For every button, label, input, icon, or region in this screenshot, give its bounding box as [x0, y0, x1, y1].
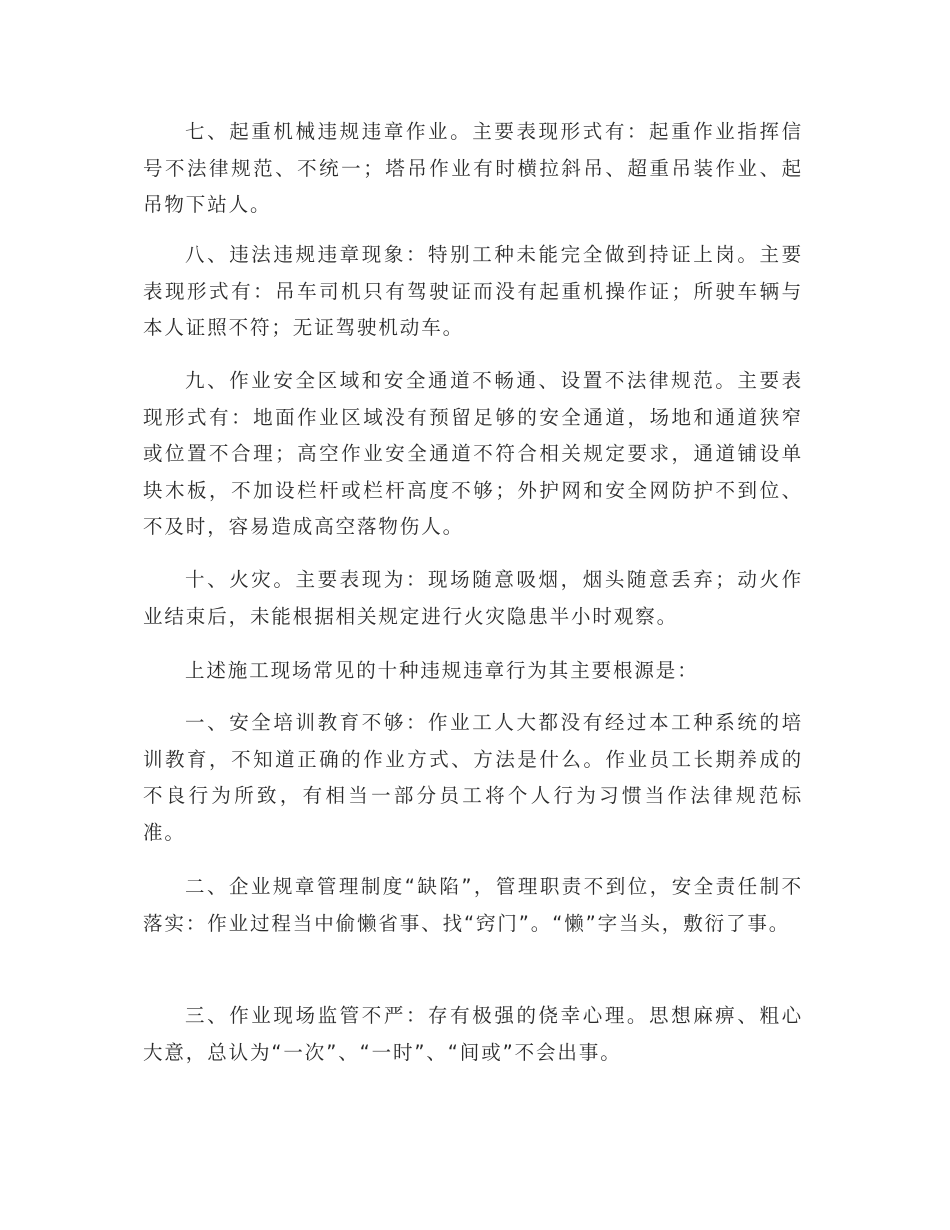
- paragraph-ten-fire: 十、火灾。主要表现为：现场随意吸烟，烟头随意丢弃；动火作业结束后，未能根据相关规定进行火灾隐患半小时观察。: [143, 568, 803, 628]
- paragraph-cause-two-management: 二、企业规章管理制度“缺陷”，管理职责不到位，安全责任制不落实：作业过程当中偷懒省事、找“窍门”。“懒”字当头，敷衍了事。: [143, 875, 803, 935]
- paragraph-cause-three-supervision: 三、作业现场监管不严：存有极强的侥幸心理。思想麻痹、粗心大意，总认为“一次”、“一时”、“间或”不会出事。: [143, 1004, 803, 1064]
- paragraph-seven-lifting-machinery: 七、起重机械违规违章作业。主要表现形式有：起重作业指挥信号不法律规范、不统一；塔吊作业有时横拉斜吊、超重吊装作业、起吊物下站人。: [143, 120, 803, 216]
- paragraph-root-causes-intro: 上述施工现场常见的十种违规违章行为其主要根源是：: [185, 659, 699, 682]
- paragraph-nine-safety-passage: 九、作业安全区域和安全通道不畅通、设置不法律规范。主要表现形式有：地面作业区域没有预留足够的安全通道，场地和通道狭窄或位置不合理；高空作业安全通道不符合相关规定要求，通道铺设单块木板，不加设栏杆或栏杆高度不够；外护网和安全网防护不到位、不及时，容易造成高空落物伤人。: [143, 369, 803, 538]
- paragraph-eight-certification: 八、违法违规违章现象：特别工种未能完全做到持证上岗。主要表现形式有：吊车司机只有驾驶证而没有起重机操作证；所驶车辆与本人证照不符；无证驾驶机动车。: [143, 243, 803, 339]
- paragraph-cause-one-training: 一、安全培训教育不够：作业工人大都没有经过本工种系统的培训教育，不知道正确的作业方式、方法是什么。作业员工长期养成的不良行为所致，有相当一部分员工将个人行为习惯当作法律规范标准。: [143, 711, 803, 844]
